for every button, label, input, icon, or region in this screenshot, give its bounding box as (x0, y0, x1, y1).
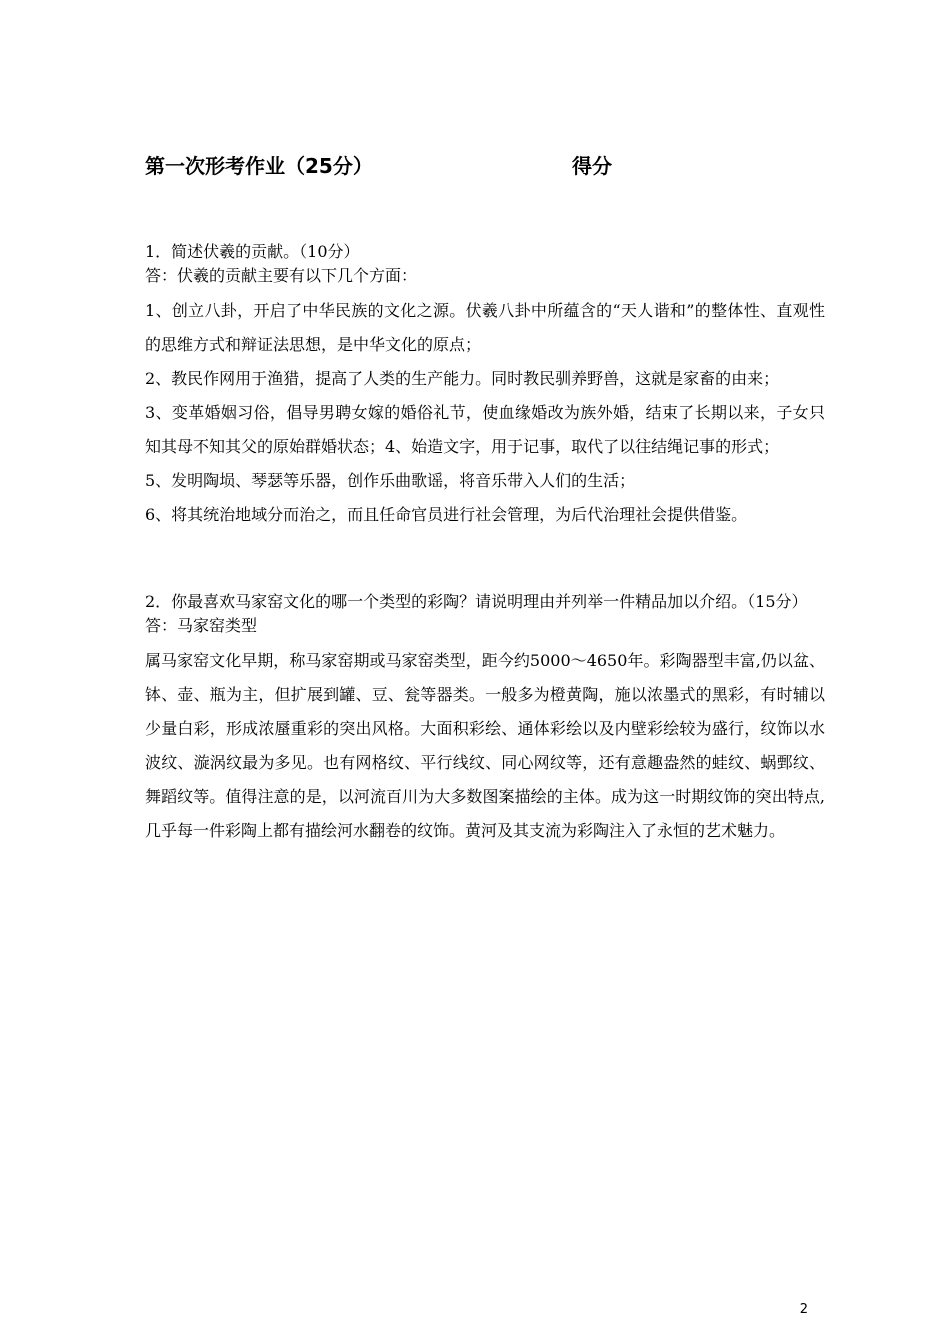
answer-point: 5、发明陶埙、琴瑟等乐器，创作乐曲歌谣，将音乐带入人们的生活； (145, 471, 636, 490)
question-2-section (145, 590, 825, 848)
question-1-section (145, 240, 825, 532)
question-1-text: 1．简述伏羲的贡献。（10分） (145, 242, 360, 261)
answer-point: 1、创立八卦，开启了中华民族的文化之源。伏羲八卦中所蕴含的“天人谐和”的整体性、直观性的思维方式和辩证法思想，是中华文化的原点； (145, 301, 825, 354)
page-number: 2 (799, 1302, 808, 1317)
question-2-answer-intro: 答：马家窑类型 (145, 616, 258, 635)
question-1-answer-intro: 答：伏羲的贡献主要有以下几个方面： (145, 266, 418, 285)
answer-point: 6、将其统治地域分而治之，而且任命官员进行社会管理，为后代治理社会提供借鉴。 (145, 505, 748, 524)
question-2-text: 2．你最喜欢马家窑文化的哪一个类型的彩陶？请说明理由并列举一件精品加以介绍。（15分） (145, 592, 808, 611)
document-body (145, 240, 825, 848)
section-spacer (145, 532, 825, 590)
question-2-answer-body: 属马家窑文化早期，称马家窑期或马家窑类型，距今约5000～4650年。彩陶器型丰富,仍以盆、钵、壶、瓶为主，但扩展到罐、豆、瓮等器类。一般多为橙黄陶，施以浓墨式的黑彩，有时辅以少量白彩，形成浓蜃重彩的突出风格。大面积彩绘、通体彩绘以及内壁彩绘较为盛行，纹饰以水波纹、漩涡纹最为多见。也有网格纹、平行线纹、同心网纹等，还有意趣盎然的蛙纹、蜗鄄纹、舞蹈纹等。值得注意的是，以河流百川为大多数图案描绘的主体。成为这一时期纹饰的突出特点,几乎每一件彩陶上都有描绘河水翻卷的纹饰。黄河及其支流为彩陶注入了永恒的艺术魅力。 (145, 651, 825, 840)
answer-point: 3、变革婚姻习俗，倡导男聘女嫁的婚俗礼节，使血缘婚改为族外婚，结束了长期以来，子女只知其母不知其父的原始群婚状态；4、始造文字，用于记事，取代了以往结绳记事的形式； (145, 403, 825, 456)
answer-point: 2、教民作网用于渔猎，提高了人类的生产能力。同时教民驯养野兽，这就是家畜的由来； (145, 369, 780, 388)
assignment-header (145, 150, 825, 190)
score-label: 得分 (572, 154, 612, 178)
assignment-title: 第一次形考作业（25分） (145, 154, 373, 178)
